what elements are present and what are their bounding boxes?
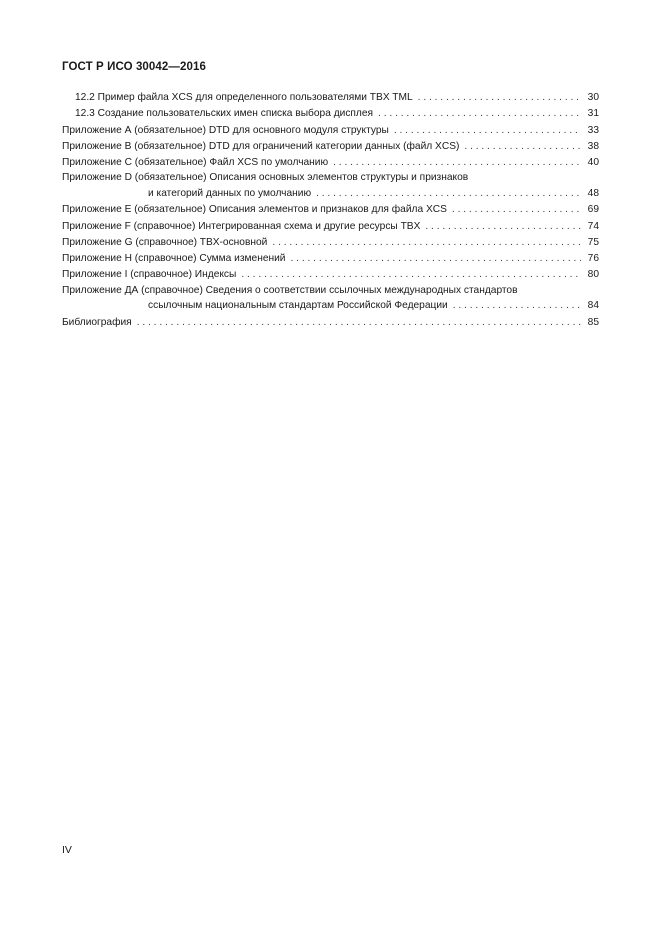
dot-leader — [425, 219, 581, 235]
toc-entry-page: 48 — [587, 187, 599, 199]
toc-entry-page: 40 — [587, 157, 599, 169]
toc-entry — [62, 155, 599, 171]
toc-entry — [62, 123, 599, 139]
toc-entry — [62, 106, 599, 122]
dot-leader — [378, 106, 581, 122]
toc-entry-title: Приложение I (справочное) Индексы — [62, 269, 237, 281]
toc-entry-title: Приложение Н (справочное) Сумма изменений — [62, 253, 286, 265]
table-of-contents — [62, 90, 599, 331]
dot-leader — [241, 267, 581, 283]
toc-entry-title: 12.3 Создание пользовательских имен списка выбора дисплея — [75, 108, 374, 120]
dot-leader — [316, 186, 581, 202]
toc-entry-title: Приложение D (обязательное) Описания основных элементов структуры и признаков — [62, 172, 469, 184]
toc-entry — [62, 219, 599, 235]
toc-entry-title: Приложение ДА (справочное) Сведения о соответствии ссылочных международных стандартов — [62, 284, 518, 296]
dot-leader — [394, 123, 581, 139]
dot-leader — [333, 155, 581, 171]
toc-entry — [62, 171, 599, 202]
document-header: ГОСТ Р ИСО 30042—2016 — [62, 61, 207, 73]
toc-entry — [62, 139, 599, 155]
toc-entry-page: 31 — [587, 108, 599, 120]
toc-entry-page: 30 — [587, 92, 599, 103]
dot-leader — [418, 90, 581, 106]
toc-entry-title: Приложение А (обязательное) DTD для основного модуля структуры — [62, 124, 389, 136]
toc-entry-title: Приложение F (справочное) Интегрированная схема и другие ресурсы TBX — [62, 220, 421, 232]
dot-leader — [464, 139, 581, 155]
toc-entry — [62, 235, 599, 251]
toc-entry-page: 80 — [587, 269, 599, 281]
toc-entry-page: 38 — [587, 140, 599, 152]
toc-entry — [62, 284, 599, 315]
toc-entry-title: Приложение В (обязательное) DTD для ограничений категории данных (файл XCS) — [62, 140, 460, 152]
toc-entry-page: 33 — [587, 124, 599, 136]
dot-leader — [137, 315, 581, 331]
toc-entry-title: 12.2 Пример файла XCS для определенного пользователями TBX TML — [75, 92, 413, 103]
toc-entry-continuation: и категорий данных по умолчанию — [148, 187, 312, 199]
dot-leader — [291, 251, 581, 267]
toc-entry-page: 76 — [587, 253, 599, 265]
toc-entry-title: Приложение С (обязательное) Файл XCS по умолчанию — [62, 157, 329, 169]
dot-leader — [272, 235, 581, 251]
toc-entry — [62, 315, 599, 331]
toc-entry-title: Приложение Е (обязательное) Описания элементов и признаков для файла XCS — [62, 204, 447, 216]
toc-entry-title: Библиография — [62, 316, 132, 328]
toc-entry-title: Приложение G (справочное) TBX-основной — [62, 236, 268, 248]
dot-leader — [452, 202, 581, 218]
toc-entry-page: 74 — [587, 220, 599, 232]
page-number: IV — [62, 844, 72, 856]
toc-entry-page: 85 — [587, 316, 599, 328]
toc-entry-page: 75 — [587, 236, 599, 248]
toc-entry — [62, 251, 599, 267]
toc-entry — [62, 267, 599, 283]
toc-entry — [62, 202, 599, 218]
toc-entry-page: 69 — [587, 204, 599, 216]
dot-leader — [453, 298, 581, 314]
toc-entry-page: 84 — [587, 300, 599, 312]
toc-entry — [62, 90, 599, 106]
toc-entry-continuation: ссылочным национальным стандартам Российской Федерации — [148, 300, 448, 312]
